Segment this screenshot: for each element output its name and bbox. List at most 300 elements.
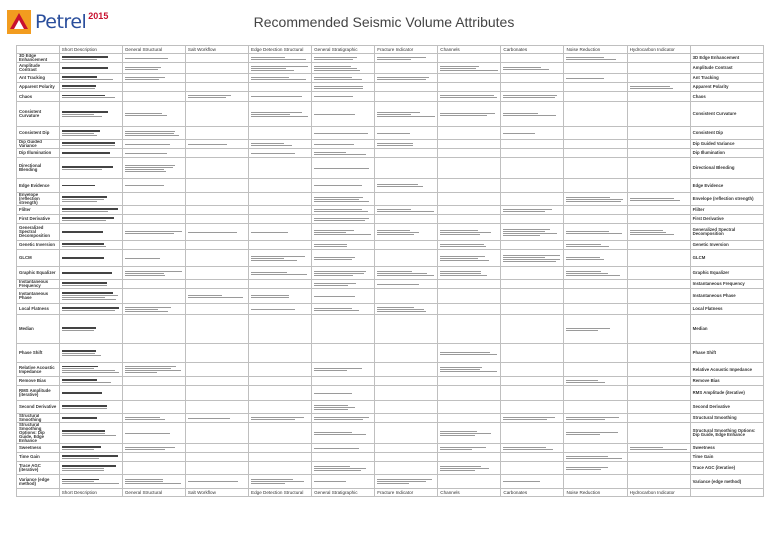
corner-cell-right bbox=[690, 489, 763, 497]
text-line bbox=[251, 232, 288, 233]
text-line bbox=[62, 392, 102, 393]
attribute-cell bbox=[501, 224, 564, 241]
attribute-cell bbox=[438, 423, 501, 444]
attribute-cell bbox=[249, 453, 312, 462]
attribute-cell bbox=[375, 241, 438, 250]
text-line bbox=[251, 112, 302, 113]
attribute-cell bbox=[564, 250, 627, 267]
text-line bbox=[125, 433, 170, 434]
row-label-right: Generalized Spectral Decomposition bbox=[690, 224, 763, 241]
text-line bbox=[62, 479, 100, 480]
column-header: Edge Detection Structural bbox=[249, 46, 312, 54]
attribute-cell bbox=[312, 453, 375, 462]
table-row bbox=[17, 206, 764, 215]
text-line bbox=[314, 230, 354, 231]
text-line bbox=[503, 229, 550, 230]
text-line bbox=[314, 86, 363, 87]
row-label: Structural Smoothing Options: Dip Guide, Edge Enhance bbox=[17, 423, 60, 444]
attribute-cell bbox=[627, 224, 690, 241]
attribute-cell bbox=[501, 149, 564, 158]
text-line bbox=[188, 232, 237, 233]
text-line bbox=[62, 297, 106, 298]
text-line bbox=[377, 230, 410, 231]
attribute-cell bbox=[249, 289, 312, 304]
attribute-cell bbox=[185, 414, 248, 423]
text-line bbox=[62, 435, 116, 436]
text-line bbox=[440, 260, 488, 261]
row-label-right: Remove Bias bbox=[690, 377, 763, 386]
text-line bbox=[125, 169, 164, 170]
attribute-cell bbox=[501, 289, 564, 304]
text-line bbox=[377, 145, 413, 146]
text-line bbox=[314, 57, 356, 58]
text-line bbox=[377, 479, 432, 480]
text-line bbox=[314, 259, 352, 260]
attribute-cell bbox=[185, 206, 248, 215]
column-header: Channels bbox=[438, 489, 501, 497]
attribute-cell bbox=[59, 414, 122, 423]
attribute-cell bbox=[185, 241, 248, 250]
row-label: Ant Tracking bbox=[17, 74, 60, 83]
row-label-right: First Derivative bbox=[690, 215, 763, 224]
attribute-cell bbox=[122, 224, 185, 241]
attribute-cell bbox=[185, 92, 248, 102]
attribute-cell bbox=[627, 414, 690, 423]
attribute-cell bbox=[564, 401, 627, 414]
attribute-cell bbox=[59, 92, 122, 102]
attribute-cell bbox=[438, 363, 501, 377]
row-label-right: Variance (edge method) bbox=[690, 475, 763, 489]
attribute-cell bbox=[59, 63, 122, 74]
text-line bbox=[503, 419, 547, 420]
text-line bbox=[440, 66, 479, 67]
attribute-cell bbox=[249, 224, 312, 241]
text-line bbox=[62, 355, 102, 356]
row-label: Directional Blending bbox=[17, 158, 60, 179]
text-line bbox=[314, 168, 369, 169]
text-line bbox=[440, 232, 491, 233]
attribute-cell bbox=[627, 423, 690, 444]
row-label-right: Structural Smoothing Options: Dip Guide, Edge Enhance bbox=[690, 423, 763, 444]
attribute-cell bbox=[185, 280, 248, 289]
row-label: 3D Edge Enhancement bbox=[17, 54, 60, 63]
text-line bbox=[251, 59, 306, 60]
text-line bbox=[440, 369, 480, 370]
text-line bbox=[566, 434, 600, 435]
row-label-right: Phase Shift bbox=[690, 344, 763, 363]
row-label-right: Instantaneous Frequency bbox=[690, 280, 763, 289]
text-line bbox=[377, 271, 412, 272]
attribute-cell bbox=[122, 363, 185, 377]
text-line bbox=[503, 67, 541, 68]
attribute-cell bbox=[122, 475, 185, 489]
row-label: GLCM bbox=[17, 250, 60, 267]
attribute-cell bbox=[501, 215, 564, 224]
text-line bbox=[377, 77, 429, 78]
row-label-right: Relative Acoustic Impedance bbox=[690, 363, 763, 377]
attribute-cell bbox=[501, 74, 564, 83]
attribute-cell bbox=[501, 377, 564, 386]
attribute-cell bbox=[375, 462, 438, 475]
text-line bbox=[251, 70, 294, 71]
attribute-cell bbox=[312, 149, 375, 158]
text-line bbox=[566, 275, 619, 276]
row-label: Amplitude Contrast bbox=[17, 63, 60, 74]
text-line bbox=[314, 308, 352, 309]
attribute-cell bbox=[122, 401, 185, 414]
attribute-cell bbox=[312, 386, 375, 401]
attribute-cell bbox=[438, 304, 501, 315]
table-row bbox=[17, 315, 764, 344]
text-line bbox=[62, 353, 96, 354]
attribute-cell bbox=[59, 158, 122, 179]
text-line bbox=[503, 133, 535, 134]
attribute-cell bbox=[185, 344, 248, 363]
attribute-cell bbox=[627, 63, 690, 74]
text-line bbox=[125, 77, 166, 78]
text-line bbox=[62, 166, 113, 167]
row-label-right: Structural Smoothing bbox=[690, 414, 763, 423]
text-line bbox=[188, 418, 230, 419]
attribute-cell bbox=[122, 149, 185, 158]
attribute-cell bbox=[122, 304, 185, 315]
attribute-cell bbox=[501, 241, 564, 250]
attribute-cell bbox=[501, 363, 564, 377]
attribute-cell bbox=[564, 267, 627, 280]
text-line bbox=[630, 88, 673, 89]
text-line bbox=[62, 285, 107, 286]
text-line bbox=[125, 113, 162, 114]
attribute-cell bbox=[185, 102, 248, 127]
text-line bbox=[440, 352, 489, 353]
text-line bbox=[62, 366, 98, 367]
attribute-cell bbox=[185, 267, 248, 280]
attribute-cell bbox=[627, 206, 690, 215]
attribute-cell bbox=[564, 102, 627, 127]
text-line bbox=[314, 211, 367, 212]
page-title: Recommended Seismic Volume Attributes bbox=[253, 14, 515, 30]
attribute-cell bbox=[59, 453, 122, 462]
column-header: General Stratigraphic bbox=[312, 489, 375, 497]
text-line bbox=[566, 273, 608, 274]
attribute-cell bbox=[438, 102, 501, 127]
text-line bbox=[566, 78, 604, 79]
attribute-cell bbox=[59, 386, 122, 401]
attribute-cell bbox=[249, 74, 312, 83]
text-line bbox=[440, 431, 477, 432]
attribute-cell bbox=[312, 462, 375, 475]
attribute-cell bbox=[501, 401, 564, 414]
text-line bbox=[314, 79, 362, 80]
attribute-cell bbox=[501, 140, 564, 149]
row-label: Local Flatness bbox=[17, 304, 60, 315]
attribute-cell bbox=[312, 193, 375, 206]
attribute-cell bbox=[375, 63, 438, 74]
table-row bbox=[17, 414, 764, 423]
attribute-cell bbox=[375, 83, 438, 92]
attribute-cell bbox=[438, 149, 501, 158]
text-line bbox=[125, 311, 169, 312]
attribute-cell bbox=[122, 462, 185, 475]
text-line bbox=[314, 283, 356, 284]
attribute-cell bbox=[627, 193, 690, 206]
attribute-cell bbox=[564, 224, 627, 241]
text-line bbox=[630, 230, 664, 231]
text-line bbox=[566, 419, 604, 420]
table-row bbox=[17, 241, 764, 250]
table-row bbox=[17, 140, 764, 149]
text-line bbox=[314, 185, 362, 186]
attribute-cell bbox=[185, 453, 248, 462]
text-line bbox=[566, 417, 618, 418]
row-label-right: Amplitude Contrast bbox=[690, 63, 763, 74]
attribute-cell bbox=[122, 63, 185, 74]
attribute-cell bbox=[501, 280, 564, 289]
text-line bbox=[251, 114, 290, 115]
logo-wordmark: Petrel bbox=[35, 11, 87, 33]
attribute-cell bbox=[185, 401, 248, 414]
text-line bbox=[314, 152, 346, 153]
table-row bbox=[17, 363, 764, 377]
table-row bbox=[17, 54, 764, 63]
attribute-cell bbox=[59, 127, 122, 140]
attribute-cell bbox=[438, 83, 501, 92]
text-line bbox=[440, 466, 481, 467]
attribute-cell bbox=[249, 363, 312, 377]
attribute-cell bbox=[564, 315, 627, 344]
attribute-cell bbox=[438, 250, 501, 267]
row-label-right: Genetic Inversion bbox=[690, 241, 763, 250]
attribute-cell bbox=[438, 158, 501, 179]
row-label-right: Chaos bbox=[690, 92, 763, 102]
attribute-cell bbox=[122, 315, 185, 344]
text-line bbox=[251, 260, 297, 261]
attribute-cell bbox=[564, 127, 627, 140]
attribute-cell bbox=[312, 280, 375, 289]
attribute-cell bbox=[438, 475, 501, 489]
attribute-cell bbox=[564, 344, 627, 363]
text-line bbox=[62, 483, 120, 484]
attribute-cell bbox=[375, 149, 438, 158]
attribute-cell bbox=[312, 377, 375, 386]
text-line bbox=[62, 231, 103, 232]
corner-cell-right bbox=[690, 46, 763, 54]
attribute-cell bbox=[185, 74, 248, 83]
attribute-cell bbox=[375, 363, 438, 377]
table-row bbox=[17, 304, 764, 315]
attribute-cell bbox=[438, 453, 501, 462]
text-line bbox=[566, 197, 610, 198]
text-line bbox=[62, 133, 95, 134]
text-line bbox=[440, 371, 496, 372]
text-line bbox=[377, 209, 411, 210]
text-line bbox=[62, 201, 97, 202]
attribute-cell bbox=[375, 179, 438, 193]
attribute-cell bbox=[59, 462, 122, 475]
attribute-cell bbox=[627, 386, 690, 401]
row-label: Phase Shift bbox=[17, 344, 60, 363]
text-line bbox=[566, 231, 608, 232]
text-line bbox=[314, 257, 355, 258]
attribute-cell bbox=[501, 127, 564, 140]
attribute-cell bbox=[312, 475, 375, 489]
attribute-cell bbox=[312, 267, 375, 280]
text-line bbox=[377, 79, 426, 80]
text-line bbox=[314, 246, 347, 247]
attribute-cell bbox=[249, 193, 312, 206]
attribute-cell bbox=[249, 215, 312, 224]
attribute-cell bbox=[627, 267, 690, 280]
attribute-cell bbox=[185, 377, 248, 386]
attribute-cell bbox=[312, 414, 375, 423]
attribute-cell bbox=[312, 241, 375, 250]
table-row bbox=[17, 74, 764, 83]
table-row bbox=[17, 289, 764, 304]
attribute-cell bbox=[375, 344, 438, 363]
attribute-cell bbox=[312, 224, 375, 241]
text-line bbox=[377, 186, 423, 187]
text-line bbox=[314, 409, 348, 410]
row-label: Time Gain bbox=[17, 453, 60, 462]
text-line bbox=[251, 258, 284, 259]
table-row bbox=[17, 423, 764, 444]
attribute-cell bbox=[438, 444, 501, 453]
text-line bbox=[251, 417, 304, 418]
text-line bbox=[125, 483, 181, 484]
attribute-cell bbox=[249, 250, 312, 267]
attribute-cell bbox=[59, 423, 122, 444]
text-line bbox=[314, 407, 355, 408]
text-line bbox=[251, 419, 295, 420]
attribute-cell bbox=[59, 475, 122, 489]
attribute-cell bbox=[375, 280, 438, 289]
text-line bbox=[125, 171, 166, 172]
text-line bbox=[188, 297, 243, 298]
attribute-cell bbox=[438, 401, 501, 414]
text-line bbox=[377, 114, 411, 115]
table-row bbox=[17, 83, 764, 92]
text-line bbox=[314, 59, 353, 60]
attribute-cell bbox=[312, 344, 375, 363]
attribute-cell bbox=[438, 462, 501, 475]
attribute-cell bbox=[564, 289, 627, 304]
text-line bbox=[314, 209, 362, 210]
row-label: Graphic Equalizer bbox=[17, 267, 60, 280]
text-line bbox=[62, 88, 95, 89]
attribute-cell bbox=[564, 140, 627, 149]
text-line bbox=[125, 133, 174, 134]
text-line bbox=[377, 116, 435, 117]
text-line bbox=[440, 273, 481, 274]
row-label-right: Trace AGC (iterative) bbox=[690, 462, 763, 475]
attribute-cell bbox=[185, 149, 248, 158]
table-row bbox=[17, 280, 764, 289]
attribute-cell bbox=[185, 423, 248, 444]
text-line bbox=[630, 449, 687, 450]
text-line bbox=[440, 246, 486, 247]
attribute-cell bbox=[375, 250, 438, 267]
text-line bbox=[566, 382, 604, 383]
table-row bbox=[17, 127, 764, 140]
text-line bbox=[62, 220, 107, 221]
text-line bbox=[62, 185, 96, 186]
attribute-cell bbox=[59, 344, 122, 363]
text-line bbox=[125, 165, 176, 166]
attribute-cell bbox=[185, 315, 248, 344]
text-line bbox=[314, 77, 352, 78]
text-line bbox=[503, 261, 556, 262]
text-line bbox=[125, 231, 183, 232]
attribute-cell bbox=[438, 344, 501, 363]
attribute-cell bbox=[564, 63, 627, 74]
attribute-cell bbox=[249, 344, 312, 363]
text-line bbox=[125, 370, 181, 371]
row-label-right: Local Flatness bbox=[690, 304, 763, 315]
text-line bbox=[125, 271, 182, 272]
text-line bbox=[503, 231, 545, 232]
attribute-cell bbox=[249, 304, 312, 315]
attribute-cell bbox=[312, 401, 375, 414]
attribute-cell bbox=[438, 224, 501, 241]
attribute-cell bbox=[122, 92, 185, 102]
table-body bbox=[17, 54, 764, 489]
text-line bbox=[62, 97, 115, 98]
attribute-cell bbox=[59, 224, 122, 241]
attribute-cell bbox=[249, 377, 312, 386]
text-line bbox=[440, 449, 472, 450]
attribute-cell bbox=[627, 304, 690, 315]
row-label: Dip Illumination bbox=[17, 149, 60, 158]
text-line bbox=[503, 447, 546, 448]
column-header: Channels bbox=[438, 46, 501, 54]
row-label: Second Derivative bbox=[17, 401, 60, 414]
text-line bbox=[440, 68, 476, 69]
table-row bbox=[17, 386, 764, 401]
attribute-cell bbox=[564, 193, 627, 206]
text-line bbox=[62, 310, 115, 311]
text-line bbox=[62, 130, 100, 131]
attribute-cell bbox=[59, 215, 122, 224]
text-line bbox=[314, 197, 363, 198]
text-line bbox=[503, 211, 545, 212]
attribute-cell bbox=[501, 344, 564, 363]
text-line bbox=[377, 284, 419, 285]
text-line bbox=[566, 380, 598, 381]
attribute-cell bbox=[564, 475, 627, 489]
attribute-cell bbox=[627, 54, 690, 63]
column-header: Carbonates bbox=[501, 489, 564, 497]
attribute-cell bbox=[249, 267, 312, 280]
text-line bbox=[251, 79, 306, 80]
attribute-cell bbox=[438, 179, 501, 193]
attribute-cell bbox=[185, 140, 248, 149]
attribute-cell bbox=[501, 102, 564, 127]
text-line bbox=[314, 114, 355, 115]
text-line bbox=[440, 230, 478, 231]
column-header: General Stratigraphic bbox=[312, 46, 375, 54]
logo-version: 2015 bbox=[88, 11, 109, 21]
attribute-cell bbox=[564, 377, 627, 386]
text-line bbox=[314, 448, 359, 449]
attribute-cell bbox=[627, 102, 690, 127]
attribute-cell bbox=[438, 414, 501, 423]
attribute-cell bbox=[59, 241, 122, 250]
text-line bbox=[440, 113, 495, 114]
text-line bbox=[503, 97, 554, 98]
text-line bbox=[125, 167, 173, 168]
attribute-cell bbox=[438, 74, 501, 83]
text-line bbox=[314, 405, 348, 406]
